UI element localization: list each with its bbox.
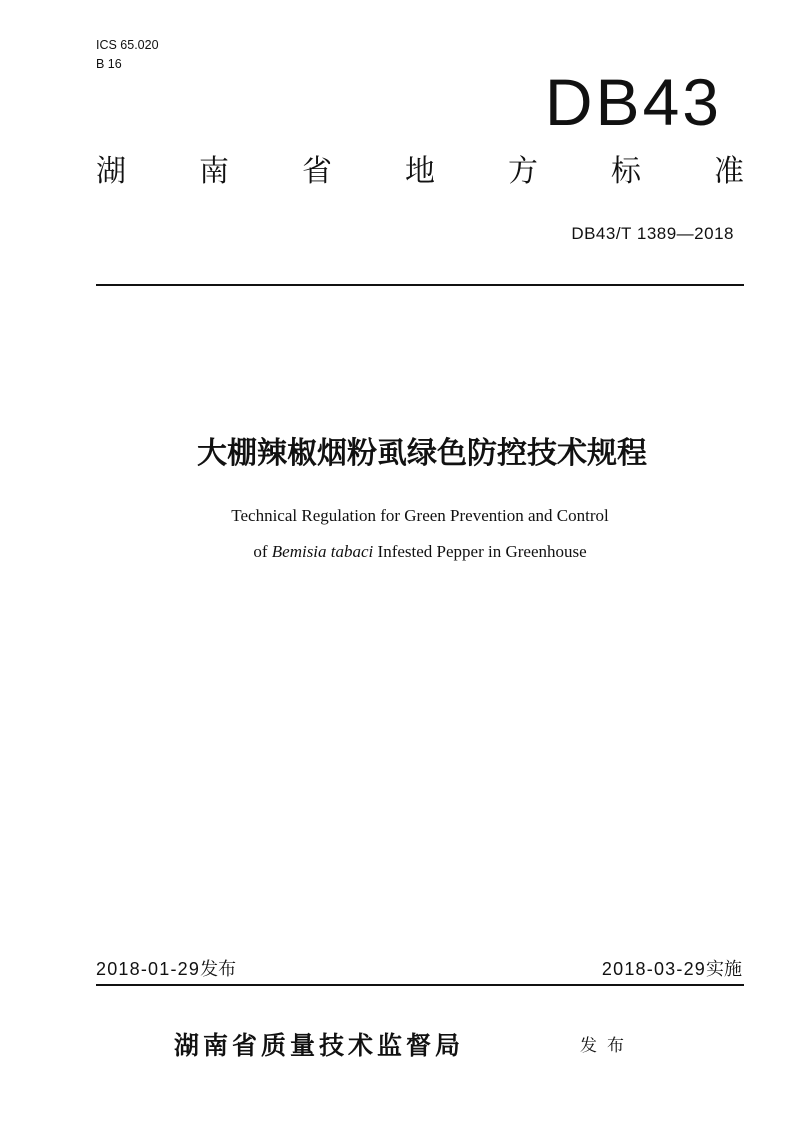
standard-level-char: 方: [508, 154, 538, 189]
implementation-date: [602, 956, 742, 983]
standard-level: [96, 148, 744, 196]
top-divider: [96, 284, 744, 286]
title-english-line2: [0, 540, 800, 564]
implementation-date-value: 2018-03-29: [601, 959, 706, 979]
title-english-line1: Technical Regulation for Green Prevention and Control: [231, 506, 609, 525]
issuer-action: 发布: [580, 1036, 634, 1056]
standard-number: DB43/T 1389—2018: [571, 224, 734, 243]
standard-level-char: 标: [611, 154, 641, 189]
bottom-divider: [96, 984, 744, 986]
issue-label: 发布: [200, 959, 237, 980]
issuer-name: 湖南省质量技术监督局: [174, 1031, 465, 1060]
ics-code: ICS 65.020: [96, 38, 159, 52]
standard-level-char: 湖: [96, 154, 126, 189]
title-chinese: 大棚辣椒烟粉虱绿色防控技术规程: [197, 436, 647, 471]
implementation-label: 实施: [706, 959, 742, 980]
standard-level-char: 南: [199, 154, 229, 189]
classification-code: B 16: [96, 57, 122, 71]
issue-date-value: 2018-01-29: [96, 959, 201, 979]
title-english-suffix: Infested Pepper in Greenhouse: [373, 542, 587, 561]
species-name: Bemisia tabaci: [271, 542, 374, 561]
standard-level-char: 地: [405, 154, 435, 189]
db-logo: DB43: [544, 65, 722, 139]
issue-date: [96, 956, 236, 983]
standard-level-char: 省: [302, 154, 332, 189]
standard-level-char: 准: [714, 154, 744, 189]
title-english-prefix: of: [253, 542, 272, 561]
